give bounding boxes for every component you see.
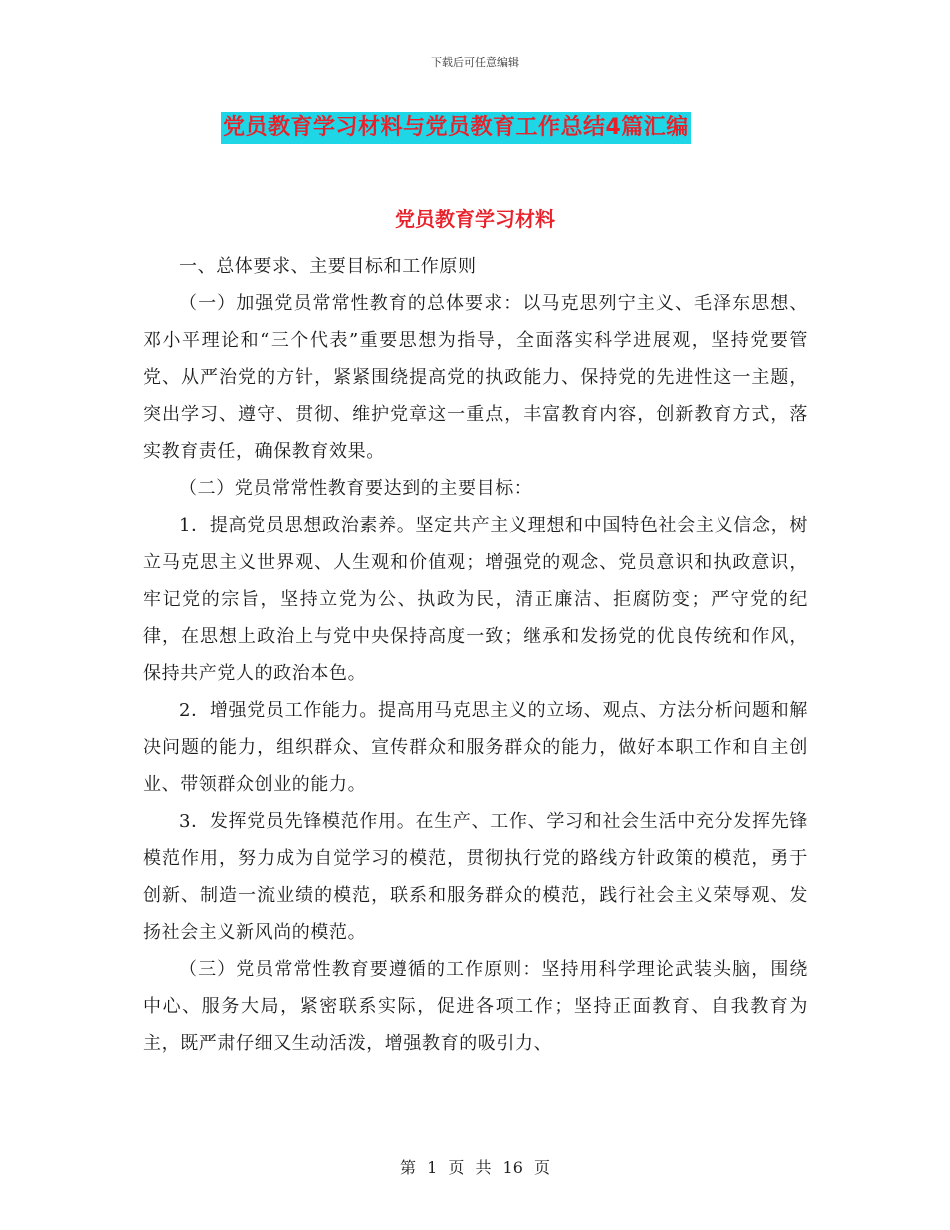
paragraph: 1．提高党员思想政治素养。坚定共产主义理想和中国特色社会主义信念，树立马克思主义世界观、人生观和价值观；增强党的观念、党员意识和执政意识，牢记党的宗旨，坚持立党为公、执政为民，清正廉洁、拒腐防变；严守党的纪律，在思想上政治上与党中央保持高度一致；继承和发扬党的优良传统和作风，保持共产党人的政治本色。 [143,515,808,684]
paragraph: （一）加强党员常常性教育的总体要求：以马克思列宁主义、毛泽东思想、邓小平理论和“三个代表”重要思想为指导，全面落实科学进展观，坚持党要管党、从严治党的方针，紧紧围绕提高党的执政能力、保持党的先进性这一主题，突出学习、遵守、贯彻、维护党章这一重点，丰富教育内容，创新教育方式，落实教育责任，确保教育效果。 [143,293,808,462]
section-title: 党员教育学习材料 [395,207,555,231]
paragraph-heading: 一、总体要求、主要目标和工作原则 [179,256,477,277]
header-note: 下载后可任意编辑 [431,56,519,69]
paragraph: 3．发挥党员先锋模范作用。在生产、工作、学习和社会生活中充分发挥先锋模范作用，努力成为自觉学习的模范，贯彻执行党的路线方针政策的模范，勇于创新、制造一流业绩的模范，联系和服务群众的模范，践行社会主义荣辱观、发扬社会主义新风尚的模范。 [143,811,808,943]
paragraph: （三）党员常常性教育要遵循的工作原则：坚持用科学理论武装头脑，围绕中心、服务大局，紧密联系实际，促进各项工作；坚持正面教育、自我教育为主，既严肃仔细又生动活泼，增强教育的吸引力、 [143,959,808,1054]
page-footer: 第 1 页 共 16 页 [400,1158,550,1177]
document-title: 党员教育学习材料与党员教育工作总结4篇汇编 [221,112,691,144]
paragraph: （二）党员常常性教育要达到的主要目标： [179,478,533,499]
body-text [143,248,808,1062]
paragraph: 2．增强党员工作能力。提高用马克思主义的立场、观点、方法分析问题和解决问题的能力，组织群众、宣传群众和服务群众的能力，做好本职工作和自主创业、带领群众创业的能力。 [143,700,808,795]
